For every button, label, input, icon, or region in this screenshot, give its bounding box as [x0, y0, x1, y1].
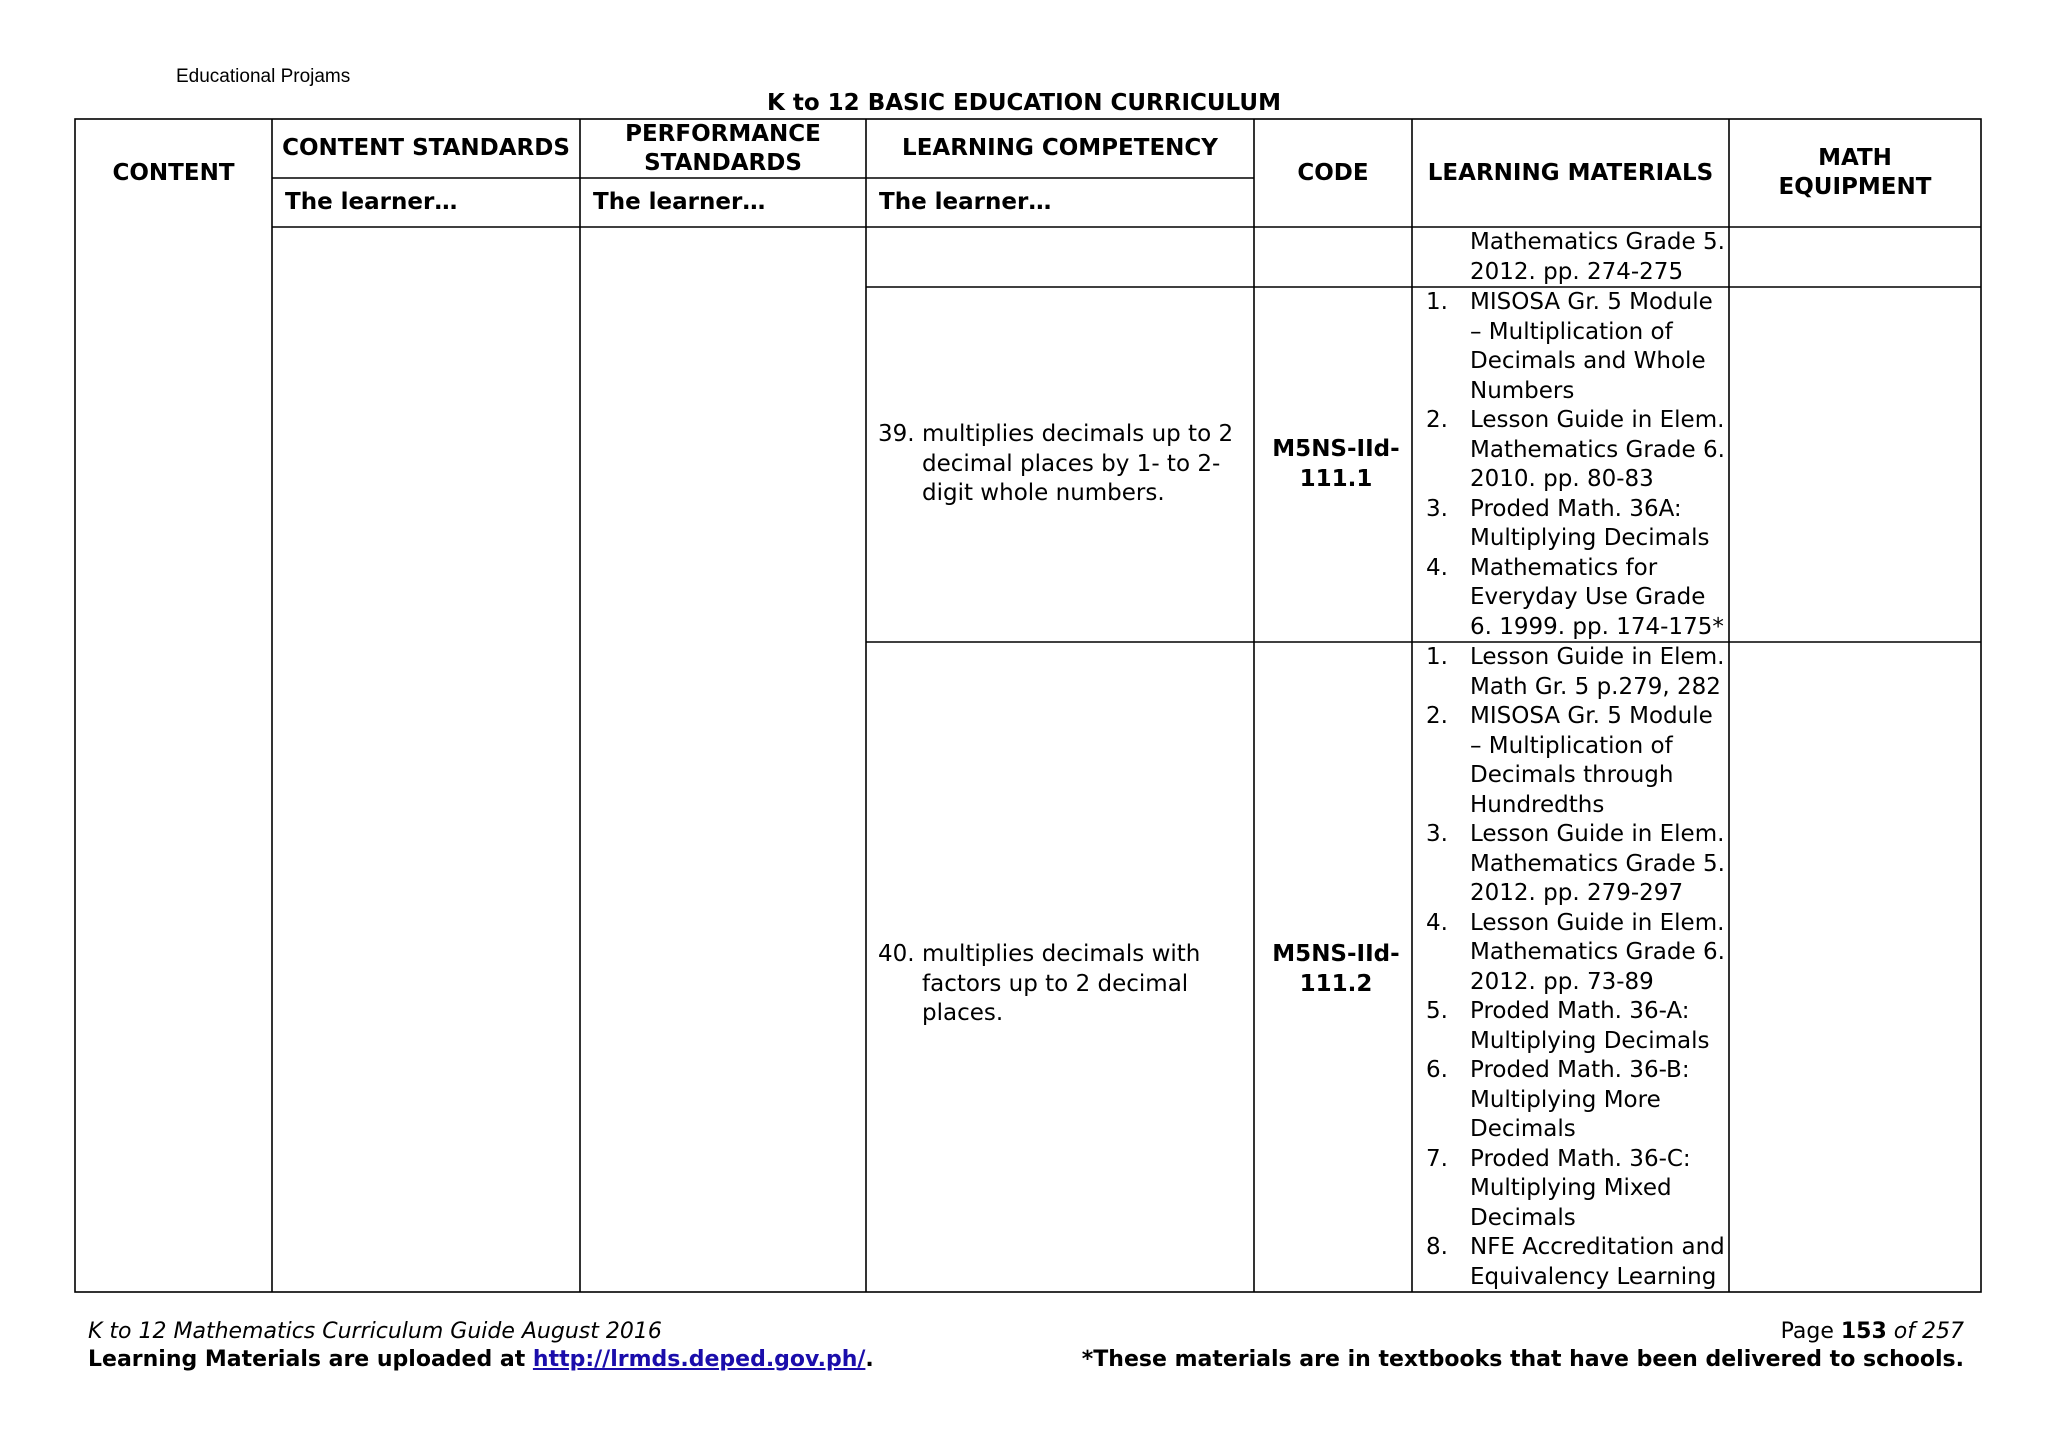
- code-40: M5NS-IId-111.2: [1272, 941, 1400, 997]
- item-text: Proded Math. 36A: Multiplying Decimals: [1470, 495, 1710, 551]
- page-number: 153: [1840, 1319, 1887, 1344]
- page-label: Page: [1780, 1319, 1841, 1344]
- list-item: [1426, 997, 1726, 1056]
- list-item: [1426, 1145, 1726, 1234]
- item-text: MISOSA Gr. 5 Module – Multiplication of Decimals through Hundredths: [1470, 703, 1713, 818]
- competency-text: multiplies decimals with factors up to 2 decimal places.: [922, 941, 1201, 1026]
- item-text: Lesson Guide in Elem. Mathematics Grade 6. 2012. pp. 73-89: [1470, 909, 1725, 995]
- item-number: 4.: [1426, 554, 1448, 581]
- upload-prefix: Learning Materials are uploaded at: [88, 1347, 533, 1372]
- watermark-text: Educational Projams: [176, 66, 351, 87]
- item-text: NFE Accreditation and Equivalency Learning: [1470, 1234, 1725, 1290]
- competency-40: [878, 940, 1248, 1029]
- item-text: MISOSA Gr. 5 Module – Multiplication of Decimals and Whole Numbers: [1470, 289, 1713, 404]
- list-item: [1426, 554, 1726, 643]
- header-performance-standards: PERFORMANCE STANDARDS: [625, 120, 821, 176]
- learning-materials-continued: [1426, 228, 1726, 287]
- item-number: 3.: [1426, 821, 1448, 847]
- item-text: Proded Math. 36-C: Multiplying Mixed Decimals: [1470, 1145, 1691, 1231]
- item-text: Proded Math. 36-A: Multiplying Decimals: [1470, 998, 1710, 1054]
- page-total: of 257: [1886, 1319, 1964, 1344]
- list-item: [1426, 406, 1726, 495]
- learning-materials-39: [1426, 288, 1726, 642]
- list-item: [1426, 820, 1726, 909]
- competency-number: 39.: [878, 421, 915, 447]
- subheader-learner-learning-competency: The learner…: [879, 189, 1052, 215]
- competency-number: 40.: [878, 941, 915, 967]
- footer-upload-note: [88, 1346, 874, 1374]
- lrmds-link[interactable]: http://lrmds.deped.gov.ph/: [532, 1347, 866, 1372]
- page-indicator: [1000, 1318, 1964, 1346]
- header-learning-materials: LEARNING MATERIALS: [1427, 159, 1714, 186]
- header-learning-competency: LEARNING COMPETENCY: [902, 135, 1218, 161]
- list-item: [1426, 288, 1726, 406]
- item-text: Lesson Guide in Elem. Mathematics Grade 6. 2010. pp. 80-83: [1470, 407, 1725, 492]
- item-number: 5.: [1426, 998, 1448, 1024]
- subheader-learner-content-standards: The learner…: [285, 189, 458, 215]
- list-item: [1426, 702, 1726, 820]
- code-39: M5NS-IId-111.1: [1272, 436, 1400, 492]
- item-text: Lesson Guide in Elem. Math Gr. 5 p.279, 282: [1470, 644, 1725, 700]
- header-math-equipment: MATH EQUIPMENT: [1778, 145, 1932, 200]
- item-number: 6.: [1426, 1057, 1448, 1083]
- list-item: [1426, 1233, 1726, 1292]
- learning-materials-40: [1426, 643, 1726, 1292]
- header-code: CODE: [1297, 159, 1369, 186]
- item-number: 2.: [1426, 407, 1448, 433]
- footer-right: [1000, 1318, 1964, 1374]
- item-number: 1.: [1426, 289, 1448, 315]
- upload-suffix: .: [865, 1347, 874, 1372]
- footer-textbook-note: *These materials are in textbooks that have been delivered to schools.: [1081, 1347, 1964, 1372]
- materials-continued-text: Mathematics Grade 5. 2012. pp. 274-275: [1470, 229, 1725, 285]
- item-text: Mathematics for Everyday Use Grade 6. 1999. pp. 174-175*: [1470, 554, 1724, 640]
- footer-left: [88, 1318, 874, 1374]
- list-item: [1426, 643, 1726, 702]
- item-number: 3.: [1426, 495, 1448, 522]
- item-number: 8.: [1426, 1234, 1448, 1260]
- item-number: 2.: [1426, 703, 1448, 729]
- competency-39: [878, 420, 1248, 509]
- competency-text: multiplies decimals up to 2 decimal places by 1- to 2-digit whole numbers.: [922, 421, 1234, 506]
- footer-guide-title: K to 12 Mathematics Curriculum Guide August 2016: [88, 1319, 662, 1344]
- header-content: CONTENT: [112, 159, 235, 186]
- header-content-standards: CONTENT STANDARDS: [282, 135, 570, 161]
- list-item: [1426, 1056, 1726, 1145]
- item-number: 4.: [1426, 909, 1448, 936]
- item-number: 7.: [1426, 1145, 1448, 1172]
- document-title: K to 12 BASIC EDUCATION CURRICULUM: [767, 90, 1281, 116]
- item-text: Proded Math. 36-B: Multiplying More Decimals: [1470, 1057, 1690, 1142]
- list-item: [1426, 909, 1726, 998]
- subheader-learner-performance-standards: The learner…: [593, 189, 766, 215]
- item-number: 1.: [1426, 644, 1448, 670]
- list-item: [1426, 495, 1726, 554]
- item-text: Lesson Guide in Elem. Mathematics Grade 5. 2012. pp. 279-297: [1470, 821, 1725, 906]
